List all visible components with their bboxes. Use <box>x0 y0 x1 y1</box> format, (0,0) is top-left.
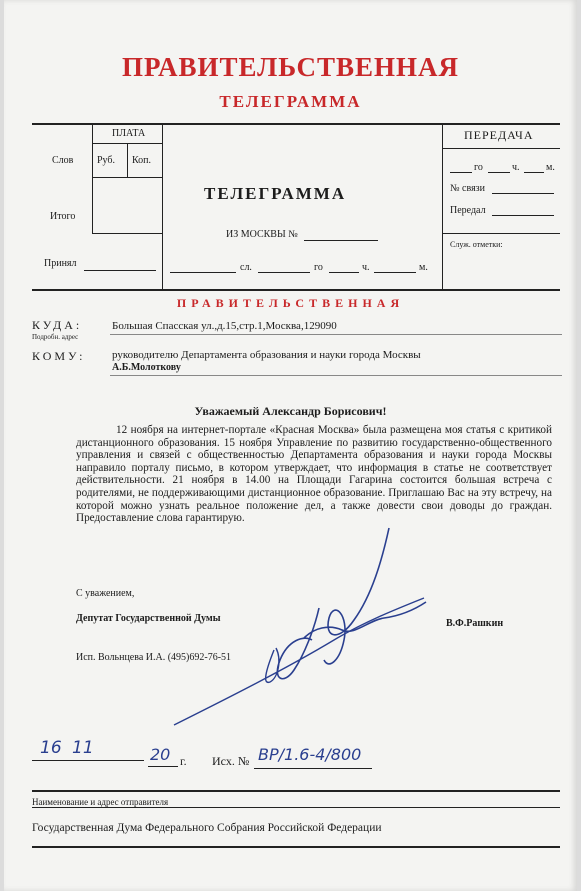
year-suffix: г. <box>180 754 187 768</box>
peredacha-go-label: го <box>474 162 483 173</box>
signer-name: В.Ф.Рашкин <box>446 618 504 629</box>
telegram-document <box>4 0 577 891</box>
deputy-title: Депутат Государственной Думы <box>76 613 221 624</box>
rub-label: Руб. <box>97 155 116 166</box>
prinyal-label: Принял <box>44 258 77 269</box>
itogo-label: Итого <box>50 211 76 222</box>
sender-label: Наименование и адрес отправителя <box>32 797 169 807</box>
outgoing-number: ВР/1.6-4/800 <box>258 745 362 764</box>
document-subtitle: ТЕЛЕГРАММА <box>219 92 362 111</box>
outgoing-number-label: Исх. № <box>212 754 250 768</box>
go-label: го <box>314 262 323 273</box>
salutation: Уважаемый Александр Борисович! <box>194 404 387 418</box>
peredacha-m-label: м. <box>546 162 555 173</box>
svyazi-label: № связи <box>450 183 485 194</box>
kuda-label: КУДА: <box>32 318 83 332</box>
komu-label: КОМУ: <box>32 349 86 363</box>
telegram-center-title: ТЕЛЕГРАММА <box>204 184 347 203</box>
sluzh-label: Служ. отметки: <box>450 240 503 249</box>
kop-label: Коп. <box>132 155 152 166</box>
ch-label: ч. <box>362 262 370 273</box>
plata-label: ПЛАТА <box>112 128 146 139</box>
closing: С уважением, <box>76 588 135 599</box>
executor-contact: Исп. Вольнцева И.А. (495)692-76-51 <box>76 652 232 663</box>
peredacha-ch-label: ч. <box>512 162 520 173</box>
signature-mark <box>154 520 454 740</box>
m-label: м. <box>419 262 428 273</box>
slov-label: Слов <box>52 155 74 166</box>
sender-name: Государственная Дума Федерального Собрания Российской Федерации <box>32 822 382 834</box>
kuda-value: Большая Спасская ул.,д.15,стр.1,Москва,129090 <box>112 320 337 332</box>
letter-body: 12 ноября на интернет-портале «Красная Москва» была размещена моя статья с критикой дистанционного образования. 15 ноября Управление по развитию государственно-общественного управления и связей с общественностью Департамента образования и науки города Москвы направило порталу письмо, в котором утверждает, что информация в статье не соответствует действительности. 21 ноября в 14.00 на Площади Гагарина состоится большая встреча с родителями, не поддерживающими дистанционное образование. Приглашаю Вас на эту встречу, на которой можно узнать реальное положение дел, а также довести свои доводы до граждан. Предоставление слова гарантирую. <box>76 424 552 525</box>
peredal-label: Передал <box>450 205 486 216</box>
iz-moskvy-label: ИЗ МОСКВЫ № <box>226 229 298 240</box>
date-month: 11 <box>72 738 94 758</box>
date-year: 20 <box>150 745 171 764</box>
sl-label: сл. <box>240 262 252 273</box>
komu-line2: А.Б.Молоткову <box>112 362 181 373</box>
kuda-sublabel: Подробн. адрес <box>32 333 79 341</box>
date-day: 16 <box>40 738 62 758</box>
document-title: ПРАВИТЕЛЬСТВЕННАЯ <box>121 52 460 82</box>
komu-line1: руководителю Департамента образования и науки города Москвы <box>112 349 421 361</box>
government-banner: ПРАВИТЕЛЬСТВЕННАЯ <box>176 296 405 310</box>
peredacha-label: ПЕРЕДАЧА <box>464 128 534 142</box>
